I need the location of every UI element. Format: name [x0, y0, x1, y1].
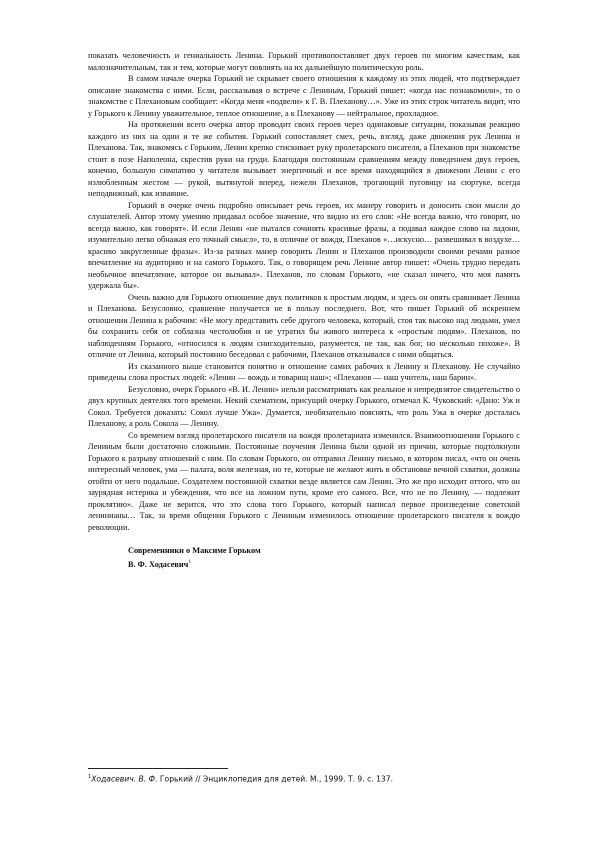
document-body [88, 50, 520, 570]
footnote-text: Горький // Энциклопедия для детей. М., 1999. Т. 9. с. 137. [157, 774, 393, 784]
footnote-author: Ходасевич. В. Ф. [91, 774, 158, 784]
paragraph: Очень важно для Горького отношение двух политиков к простым людям, и здесь он опять сравнивает Ленина и Плеханова. Безусловно, сравнение получается не в пользу последнего. Вот, что пишет Горький об искреннем отношении Ленина к рабочим: «Не могу представить себе другого человека, который, стоя так высоко над людьми, умел бы сохранить себя от соблазна честолюбия и не утратил бы живого интереса к «простым людям». Плеханов, по наблюдениям Горького, «относился к людям снисходительно, разумеется, не так, как бог, но несколько похоже». В отличие от Ленина, который постоянно беседовал с рабочими, Плеханов отказывался с ними общаться. [88, 292, 520, 359]
paragraph: Горький в очерке очень подробно описывает речь героев, их манеру говорить и доносить свои мысли до слушателей. Автор этому умению придавал особое значение, что видно из его слов: «Не всегда важно, что говорят, но всегда важно, как говорят». И если Ленин «не пытался сочинять красивые фразы, а подавал каждое слово на ладони, изумительно легко обнажая его точный смысл», то, в отличие от вождя, Плеханов «…искусно… развешивал в воздухе… красиво закругленные фразы». Из-за разных манер говорить Ленин и Плеханов производили своими речами разное впечатление на аудиторию и на самого Горького. Так, о говорящем речь Ленине автор пишет: «Очень трудно передать необычное впечатление, которое он вызывал». Плеханов, по словам Горького, «не сказал ничего, что моя память удержала бы». [88, 200, 520, 290]
paragraph: В самом начале очерка Горький не скрывает своего отношения к каждому из этих людей, что подтверждает описание знакомства с ними. Если, рассказывая о встрече с Лениным, Горький пишет: «когда нас познакомили», то о знакомстве с Плехановым сообщает: «Когда меня «подвели» к Г. В. Плеханову…». Уже из этих строк читатель видит, что у Горького к Ленину уважительное, теплое отношение, а к Плеханову — нейтральное, прохладное. [88, 74, 520, 118]
signature-title: Современники о Максиме Горьком [128, 546, 261, 555]
footnote-divider [88, 768, 228, 769]
paragraph: Из сказанного выше становится понятно и отношение самих рабочих к Ленину и Плеханову. Не случайно приведены слова простых людей: «Ленин — вождь и товарищ наш»; «Плеханов — наш учитель, наш барин». [88, 361, 520, 382]
footnote [88, 772, 520, 785]
footnote-reference: 1 [188, 558, 192, 565]
paragraph: Со временем взгляд пролетарского писателя на вождя пролетариата изменился. Взаимоотношения Горького с Лениным были достаточно сложными. Постоянные поучения Ленина были одной из причин, которые подтолкнули Горького к разрыву отношений с ним. По словам Горького, он отправил Ленину письмо, в котором писал, «что он очень интересный человек, ума — палата, воля железная, но те, которые не желают жить в обстановке вечной схватки, должны отойти от него подальше. Создателем постоянной схватки везде является сам Ленин. Это же про исходит оттого, что он заурядная истерика и убеждения, что все на ложном пути, кроме его самого. Все, что не по Ленину, — подлежит проклятию». Даже не верится, что это слова того Горького, который написал первое произведение советской ленинианы… Так, за время общения Горького с Лениным изменилось отношение пролетарского писателя к вождю революции. [88, 430, 520, 532]
paragraph: показать человечность и гениальность Ленина. Горький противопоставляет двух героев по многим качествам, как малозначительным, так и тем, которые могут повлиять на их дальнейшую политическую роль. [88, 51, 520, 72]
signature-block [88, 545, 520, 570]
signature-author: В. Ф. Ходасевич [128, 559, 189, 569]
paragraph: На протяжении всего очерка автор проводит своих героев через одинаковые ситуации, показывая реакцию каждого из них на одни и те же события. Горький сопоставляет смех, речь, взгляд, даже движения рук Ленина и Плеханова. Так, знакомясь с Горьким, Ленин крепко стискивает руку пролетарского писателя, а Плеханов при знакомстве стоит в позе Наполеона, скрестив руки на груди. Благодаря постоянным сравнениям между поведением двух героев, конечно, большую симпатию у читателя вызывает энергичный и все время находящийся в движении Ленин с его излюбленным жестом — рукой, вытянутой вперед, нежели Плеханов, трогающий пуговицу на сюртуке, всегда неподвижный, как изваяние. [88, 120, 520, 198]
signature-author-line [128, 557, 520, 570]
footnote-mark: 1 [88, 774, 92, 780]
paragraph: Безусловно, очерк Горького «В. И. Ленин» нельзя рассматривать как реальное и непредвзятое свидетельство о двух крупных деятелях того времени. Некий схематизм, присущий очерку Горького, отмечал К. Чуковский: «Дано: Уж и Сокол. Требуется доказать: Сокол лучше Ужа». Думается, необязательно пояснять, что роль Ужа в очерке досталась Плеханову, а роль Сокола — Ленину. [88, 384, 520, 428]
